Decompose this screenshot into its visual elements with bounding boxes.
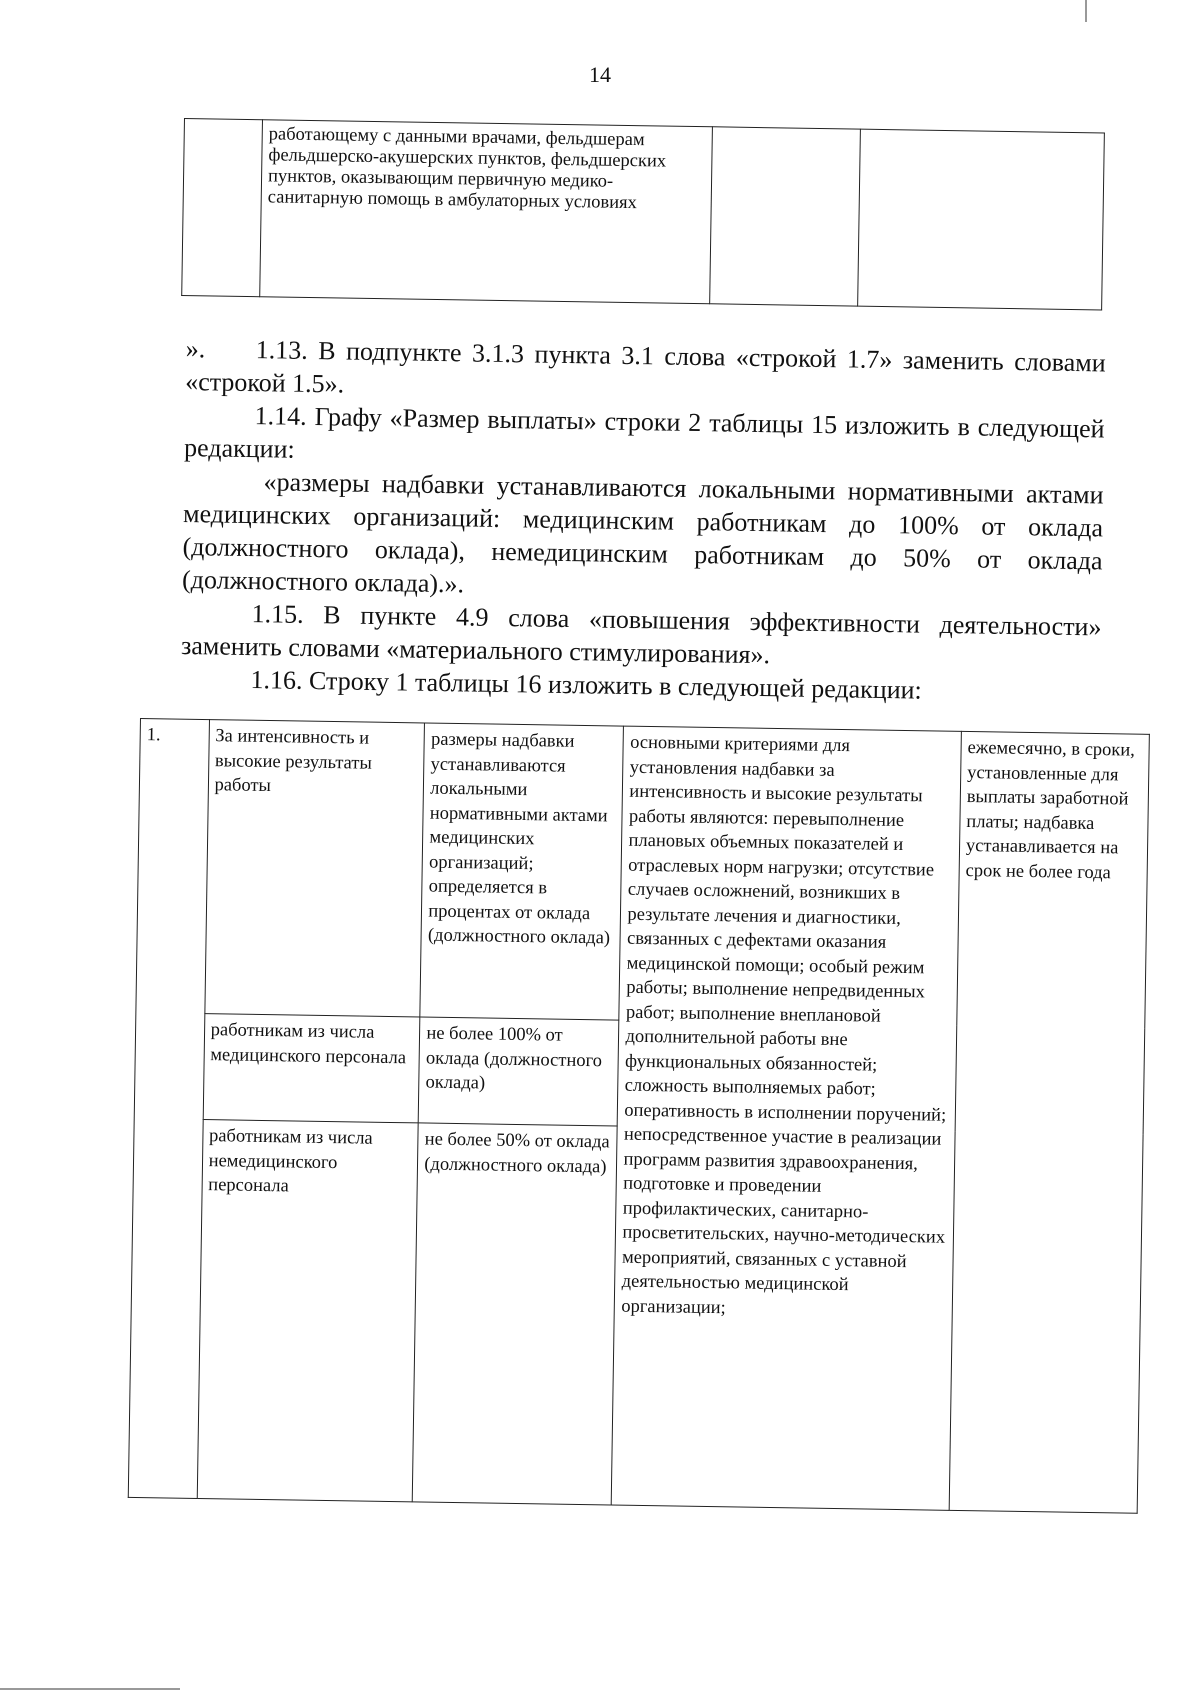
size-description-cell: размеры надбавки устанавливаются локальными нормативными актами медицинских организаций; определяется в процентах от оклада (должностного оклада) xyxy=(420,723,624,1020)
non-medical-staff-category-cell: работникам из числа немедицинского персонала xyxy=(197,1120,419,1502)
criteria-cell: основными критериями для установления надбавки за интенсивность и высокие результаты работы являются: перевыполнение плановых объемных показателей и отраслевых норм нагрузки; отсутствие случаев осложнений, возникших в результате лечения и диагностики, связанных с дефектами оказания медицинской помощи; особый режим работы; выполнение непредвиденных работ; выполнение внеплановой дополнительной работы вне функциональных обязанностей; сложность выполняемых работ; оперативность в исполнении поручений; непосредственное участие в реализации программ развития здравоохранения, подготовке и проведении профилактических, санитарно-просветительских, научно-методических мероприятий, связанных с уставной деятельностью медицинской организации; xyxy=(612,726,962,1510)
continuation-table xyxy=(181,118,1105,310)
paragraph-1-15: 1.15. В пункте 4.9 слова «повышения эффективности деятельности» заменить словами «материального стимулирования». xyxy=(180,599,1102,670)
table-cell-empty xyxy=(858,129,1105,310)
table-cell-text: работающему с данными врачами, фельдшерам фельдшерско-акушерских пунктов, фельдшерских пунктов, оказывающим первичную медико-санитарную помощь в амбулаторных условиях xyxy=(260,120,713,304)
row-number-cell: 1. xyxy=(128,719,209,1499)
paragraph-1-13: 1.13. В подпункте 3.1.3 пункта 3.1 слова «строкой 1.7» заменить словами «строкой 1.5». xyxy=(184,335,1106,399)
paragraph-1-14: 1.14. Графу «Размер выплаты» строки 2 таблицы 15 изложить в следующей редакции: xyxy=(183,401,1105,464)
table-cell-empty xyxy=(710,127,861,306)
page-number: 14 xyxy=(589,62,611,87)
payment-name-cell: За интенсивность и высокие результаты работы xyxy=(204,720,424,1018)
table-row xyxy=(182,119,1105,310)
closing-quote: ». xyxy=(185,333,206,364)
scan-edge-mark xyxy=(1085,0,1087,22)
table-16-row-1 xyxy=(128,718,1150,1514)
paragraph-1-16: 1.16. Строку 1 таблицы 16 изложить в следующей редакции: xyxy=(250,665,923,705)
table-cell-empty xyxy=(182,119,263,297)
medical-staff-category-cell: работникам из числа медицинского персонала xyxy=(203,1014,420,1123)
paragraph-quote: «размеры надбавки устанавливаются локальными нормативными актами медицинских организаций: медицинским работникам до 100% от оклада (должностного оклада), немедицинским работникам до 50% от оклада (должностного оклада).». xyxy=(181,467,1104,599)
document-body xyxy=(180,332,1106,709)
non-medical-staff-size-cell: не более 50% от оклада (должностного оклада) xyxy=(413,1123,618,1505)
scan-edge-mark xyxy=(0,1688,180,1690)
table-row xyxy=(136,719,1149,1029)
medical-staff-size-cell: не более 100% от оклада (должностного оклада) xyxy=(419,1017,620,1126)
frequency-cell: ежемесячно, в сроки, установленные для выплаты заработной платы; надбавка устанавливается на срок не более года xyxy=(949,731,1149,1513)
